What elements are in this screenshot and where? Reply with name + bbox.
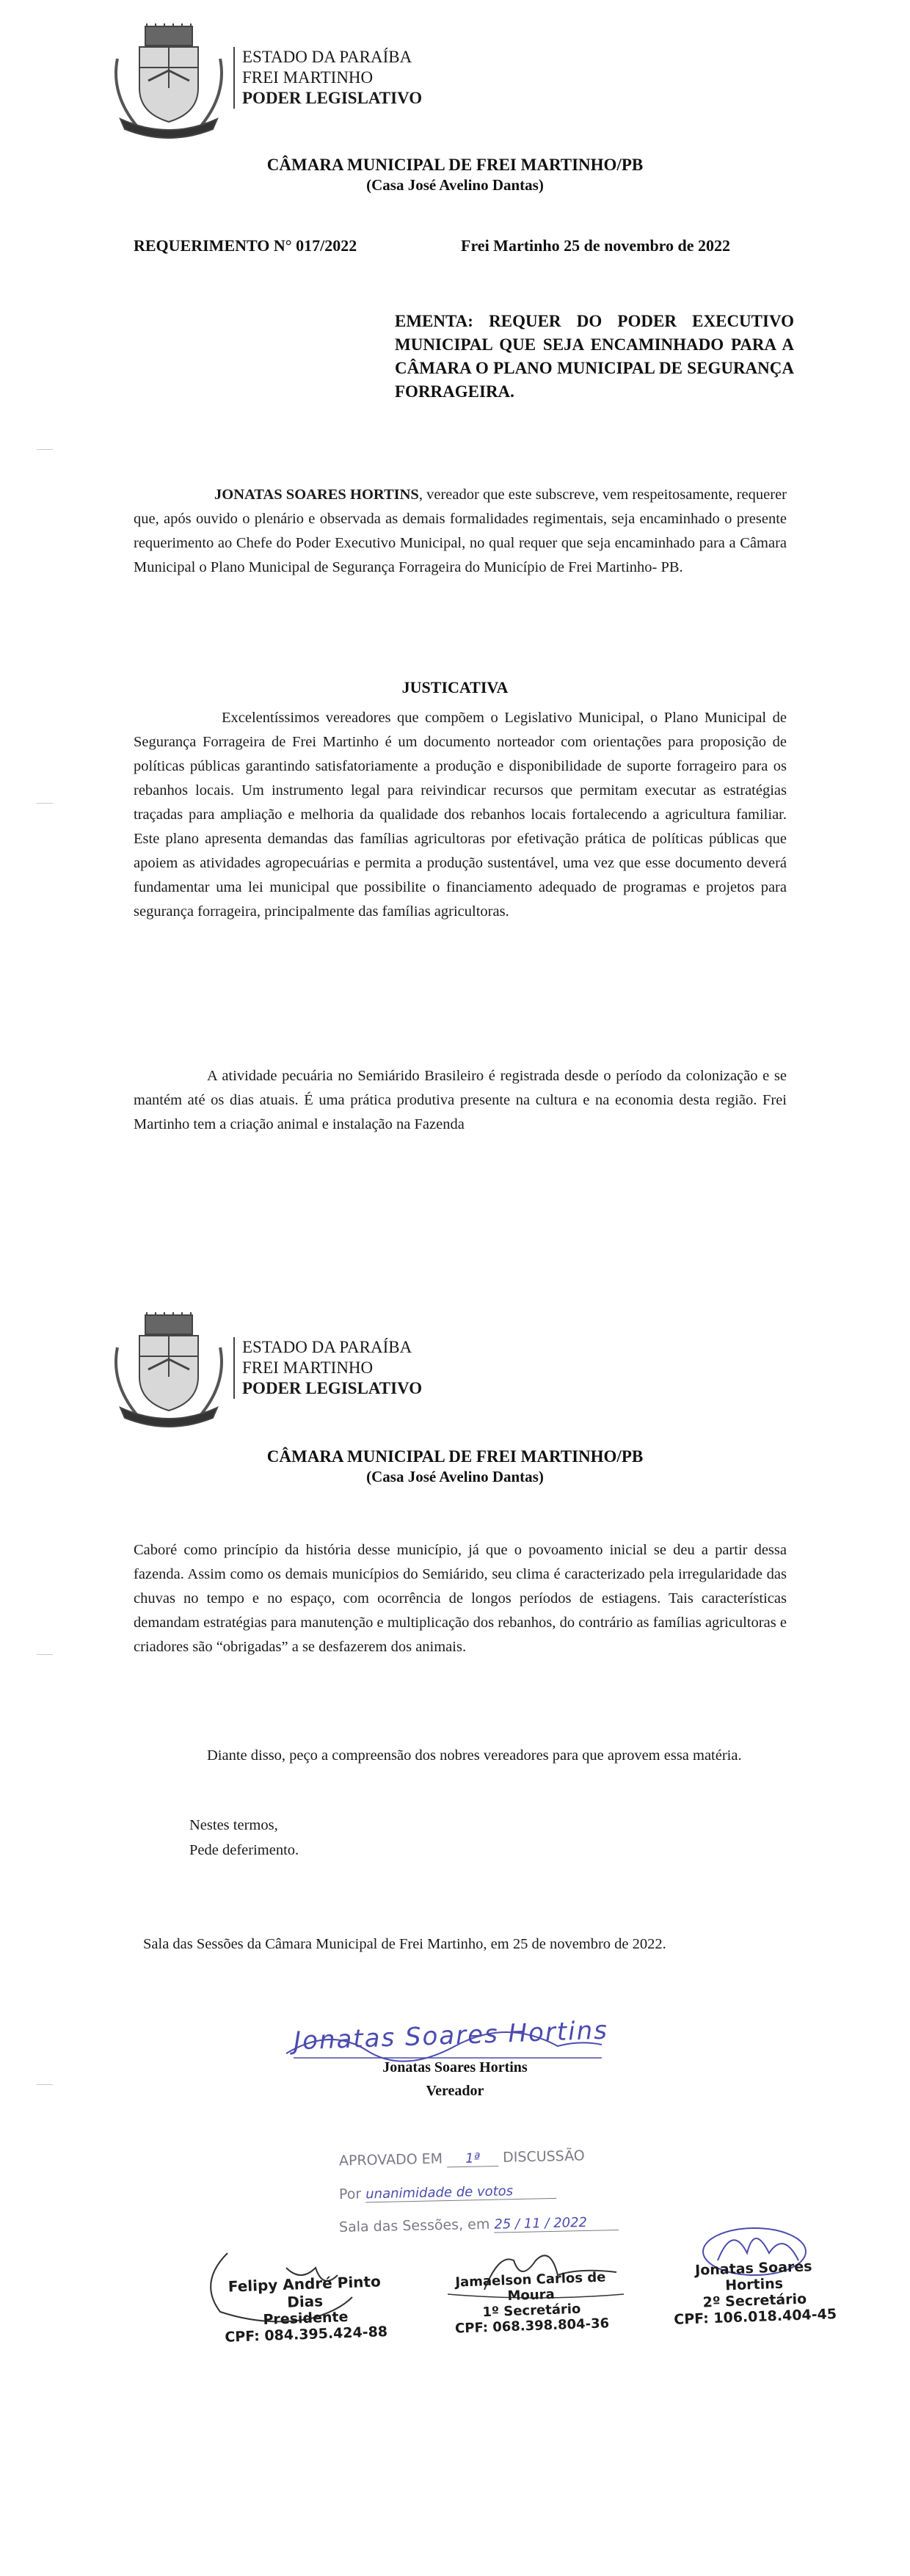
request-number: REQUERIMENTO N° 017/2022	[134, 236, 357, 255]
signature-flourish-icon	[279, 2020, 616, 2064]
author-name: JONATAS SOARES HORTINS	[214, 487, 419, 503]
by-label: Por	[338, 2186, 362, 2203]
justification-paragraph-1: Excelentíssimos vereadores que compõem o Legislativo Municipal, o Plano Municipal de Segurança Forrageira de Frei Martinho é um documento norteador com orientações para proposição de políticas públicas garantindo satisfatoriamente a produção e disponibilidade de suporte forrageiro para os rebanhos locais. Um instrumento legal para reivindicar recursos que permitam executar as estratégias traçadas para ampliação e melhoria da qualidade dos rebanhos locais fortalecendo a agricultura familiar. Este plano apresenta demandas das famílias agricultoras por efetivação prática de políticas públicas que apoiem as atividades agropecuárias e permita a produção sustentável, uma vez que esse documento deverá fundamentar uma lei municipal que possibilite o financiamento adequado de programas e projetos para segurança forrageira, principalmente das famílias agricultoras.	[134, 710, 787, 920]
handwritten-signature: Jonatas Soares Hortins	[293, 2015, 609, 2056]
letterhead	[233, 47, 422, 109]
justification-paragraph-4: Diante disso, peço a compreensão dos nobres vereadores para que aprovem essa matéria.	[207, 1747, 742, 1764]
justification-paragraph-3: Caboré como princípio da história desse município, já que o povoamento inicial se deu a partir dessa fazenda. Assim como os demais municípios do Semiárido, seu clima é caracterizado pela irregularidade das chuvas no tempo e no espaço, com ocorrência de longos períodos de estiagens. Tais características demandam estratégias para manutenção e multiplicação dos rebanhos, do contrário as famílias agricultoras e criadores são “obrigadas” a se desfazerem dos animais.	[134, 1542, 787, 1655]
closing-line-1: Nestes termos,	[189, 1817, 278, 1833]
approval-ordinal: 1ª	[447, 2150, 498, 2167]
chamber-title: CÂMARA MUNICIPAL DE FREI MARTINHO/PB	[266, 1447, 644, 1466]
letterhead	[233, 1337, 422, 1399]
signatory-first-secretary	[435, 2268, 628, 2337]
margin-mark	[37, 449, 53, 450]
section-heading: JUSTICATIVA	[401, 678, 509, 696]
coat-of-arms-icon	[103, 22, 235, 139]
branch-name: PODER LEGISLATIVO	[242, 1379, 423, 1397]
approval-session-line	[339, 2213, 619, 2236]
ementa: EMENTA: REQUER DO PODER EXECUTIVO MUNICIPAL QUE SEJA ENCAMINHADO PARA A CÂMARA O PLANO MUNICIPAL DE SEGURANÇA FORRAGEIRA.	[395, 312, 794, 401]
signer-name: Jonatas Soares Hortins	[382, 2059, 528, 2075]
margin-mark	[37, 803, 53, 804]
intro-paragraph	[134, 483, 787, 580]
signer-role: Vereador	[426, 2083, 484, 2099]
signatory-role: Presidente	[263, 2308, 349, 2329]
chamber-title: CÂMARA MUNICIPAL DE FREI MARTINHO/PB	[266, 156, 644, 174]
intro-text: , vereador que este subscreve, vem respeitosamente, requerer que, após ouvido o plenário e observada as demais formalidades regimentais, seja encaminhado o presente requerimento ao Chefe do Poder Executivo Municipal, no qual requer que seja encaminhado para a Câmara Municipal o Plano Municipal de Segurança Forrageira do Município de Frei Martinho- PB.	[134, 487, 787, 575]
branch-name: PODER LEGISLATIVO	[242, 89, 423, 107]
chamber-house: (Casa José Avelino Dantas)	[366, 1468, 544, 1485]
city-name: FREI MARTINHO	[242, 68, 374, 87]
signatory-role: 2º Secretário	[702, 2291, 807, 2311]
closing-line-2: Pede deferimento.	[189, 1842, 299, 1858]
session-label: Sala das Sessões, em	[338, 2216, 490, 2235]
signatory-cpf: CPF: 106.018.404-45	[673, 2306, 837, 2328]
coat-of-arms-icon	[103, 1311, 235, 1428]
approval-by-line	[339, 2182, 557, 2203]
signatory-cpf: CPF: 084.395.424-88	[225, 2324, 388, 2346]
chamber-house: (Casa José Avelino Dantas)	[366, 176, 544, 194]
session-date: 25 / 11 / 2022	[494, 2214, 588, 2233]
discussion-label: DISCUSSÃO	[502, 2147, 585, 2166]
state-name: ESTADO DA PARAÍBA	[242, 48, 412, 66]
justification-paragraph-2: A atividade pecuária no Semiárido Brasileiro é registrada desde o período da colonização e se mantém até os dias atuais. É uma prática produtiva presente na cultura e na economia desta região. Frei Martinho tem a criação animal e instalação na Fazenda	[134, 1068, 787, 1132]
signatory-cpf: CPF: 068.398.804-36	[454, 2315, 610, 2337]
margin-mark	[37, 1654, 53, 1655]
signatory-name: Jonatas Soares Hortins	[694, 2258, 812, 2294]
approval-stamp	[339, 2147, 585, 2169]
request-date: Frei Martinho 25 de novembro de 2022	[461, 236, 731, 255]
signatory-name: Jamaelson Carlos de Moura	[455, 2269, 606, 2304]
session-statement: Sala das Sessões da Câmara Municipal de Frei Martinho, em 25 de novembro de 2022.	[143, 1936, 666, 1952]
signatory-president	[216, 2272, 394, 2346]
approved-label: APROVADO EM	[338, 2150, 443, 2169]
by-value: unanimidade de votos	[365, 2183, 514, 2202]
city-name: FREI MARTINHO	[242, 1358, 374, 1377]
signatory-second-secretary	[666, 2257, 844, 2328]
signatory-name: Felipy André Pinto Dias	[228, 2272, 382, 2311]
state-name: ESTADO DA PARAÍBA	[242, 1338, 412, 1356]
signatory-role: 1º Secretário	[482, 2301, 581, 2321]
